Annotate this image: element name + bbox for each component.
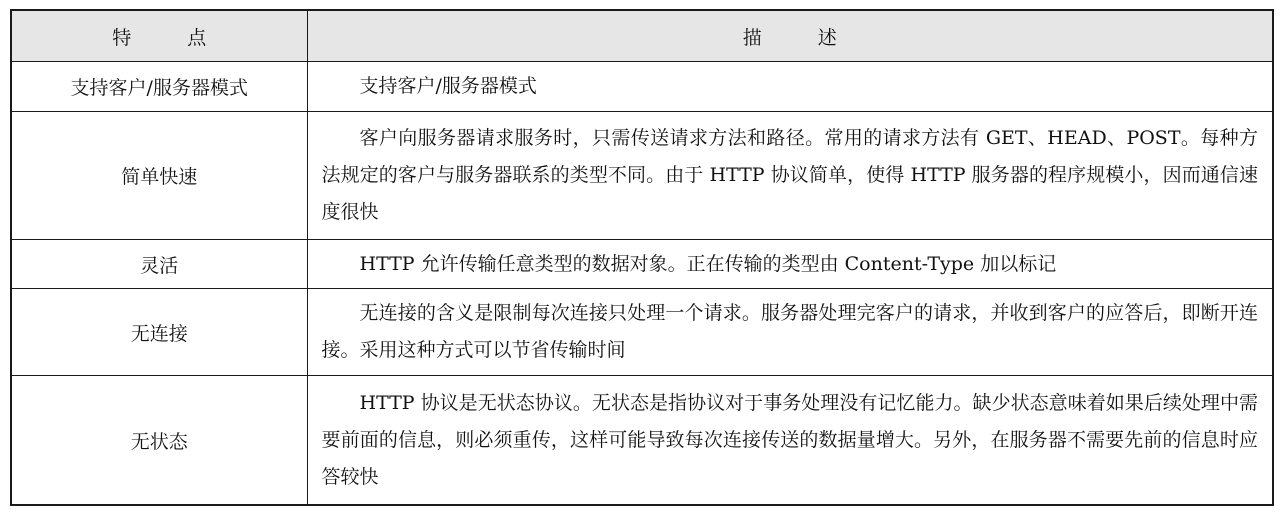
description-cell — [307, 240, 1273, 289]
description-cell — [307, 62, 1273, 112]
table-row — [11, 112, 1273, 240]
description-text: 支持客户/服务器模式 — [359, 75, 537, 97]
header-feature-char-2: 点 — [187, 26, 207, 49]
table-row — [11, 376, 1273, 506]
header-row — [11, 10, 1273, 62]
description-text: HTTP 允许传输任意类型的数据对象。正在传输的类型由 Content-Type 加以标记 — [359, 252, 1057, 275]
feature-cell: 无连接 — [11, 289, 307, 376]
feature-cell: 支持客户/服务器模式 — [11, 62, 307, 112]
feature-cell: 简单快速 — [11, 112, 307, 240]
http-features-table — [10, 9, 1274, 506]
feature-cell: 灵活 — [11, 240, 307, 289]
header-feature — [11, 10, 307, 62]
description-cell — [307, 289, 1273, 376]
table-row — [11, 240, 1273, 289]
http-features-table-container — [10, 9, 1272, 506]
table-body — [11, 62, 1273, 506]
description-cell — [307, 112, 1273, 240]
description-cell — [307, 376, 1273, 506]
table-header — [11, 10, 1273, 62]
header-description-char-1: 描 — [742, 26, 762, 49]
description-text: 客户向服务器请求服务时，只需传送请求方法和路径。常用的请求方法有 GET、HEAD、POST。每种方法规定的客户与服务器联系的类型不同。由于 HTTP 协议简单，使得 HTTP 服务器的程序规模小，因而通信速度很快 — [321, 127, 1258, 223]
feature-cell: 无状态 — [11, 376, 307, 506]
header-feature-char-1: 特 — [112, 26, 132, 49]
description-text: HTTP 协议是无状态协议。无状态是指协议对于事务处理没有记忆能力。缺少状态意味着如果后续处理中需要前面的信息，则必须重传，这样可能导致每次连接传送的数据量增大。另外，在服务器不需要先前的信息时应答较快 — [321, 391, 1258, 488]
table-row — [11, 289, 1273, 376]
header-description — [307, 10, 1273, 62]
table-row — [11, 62, 1273, 112]
description-text: 无连接的含义是限制每次连接只处理一个请求。服务器处理完客户的请求，并收到客户的应答后，即断开连接。采用这种方式可以节省传输时间 — [321, 302, 1258, 361]
header-description-char-2: 述 — [817, 26, 837, 49]
